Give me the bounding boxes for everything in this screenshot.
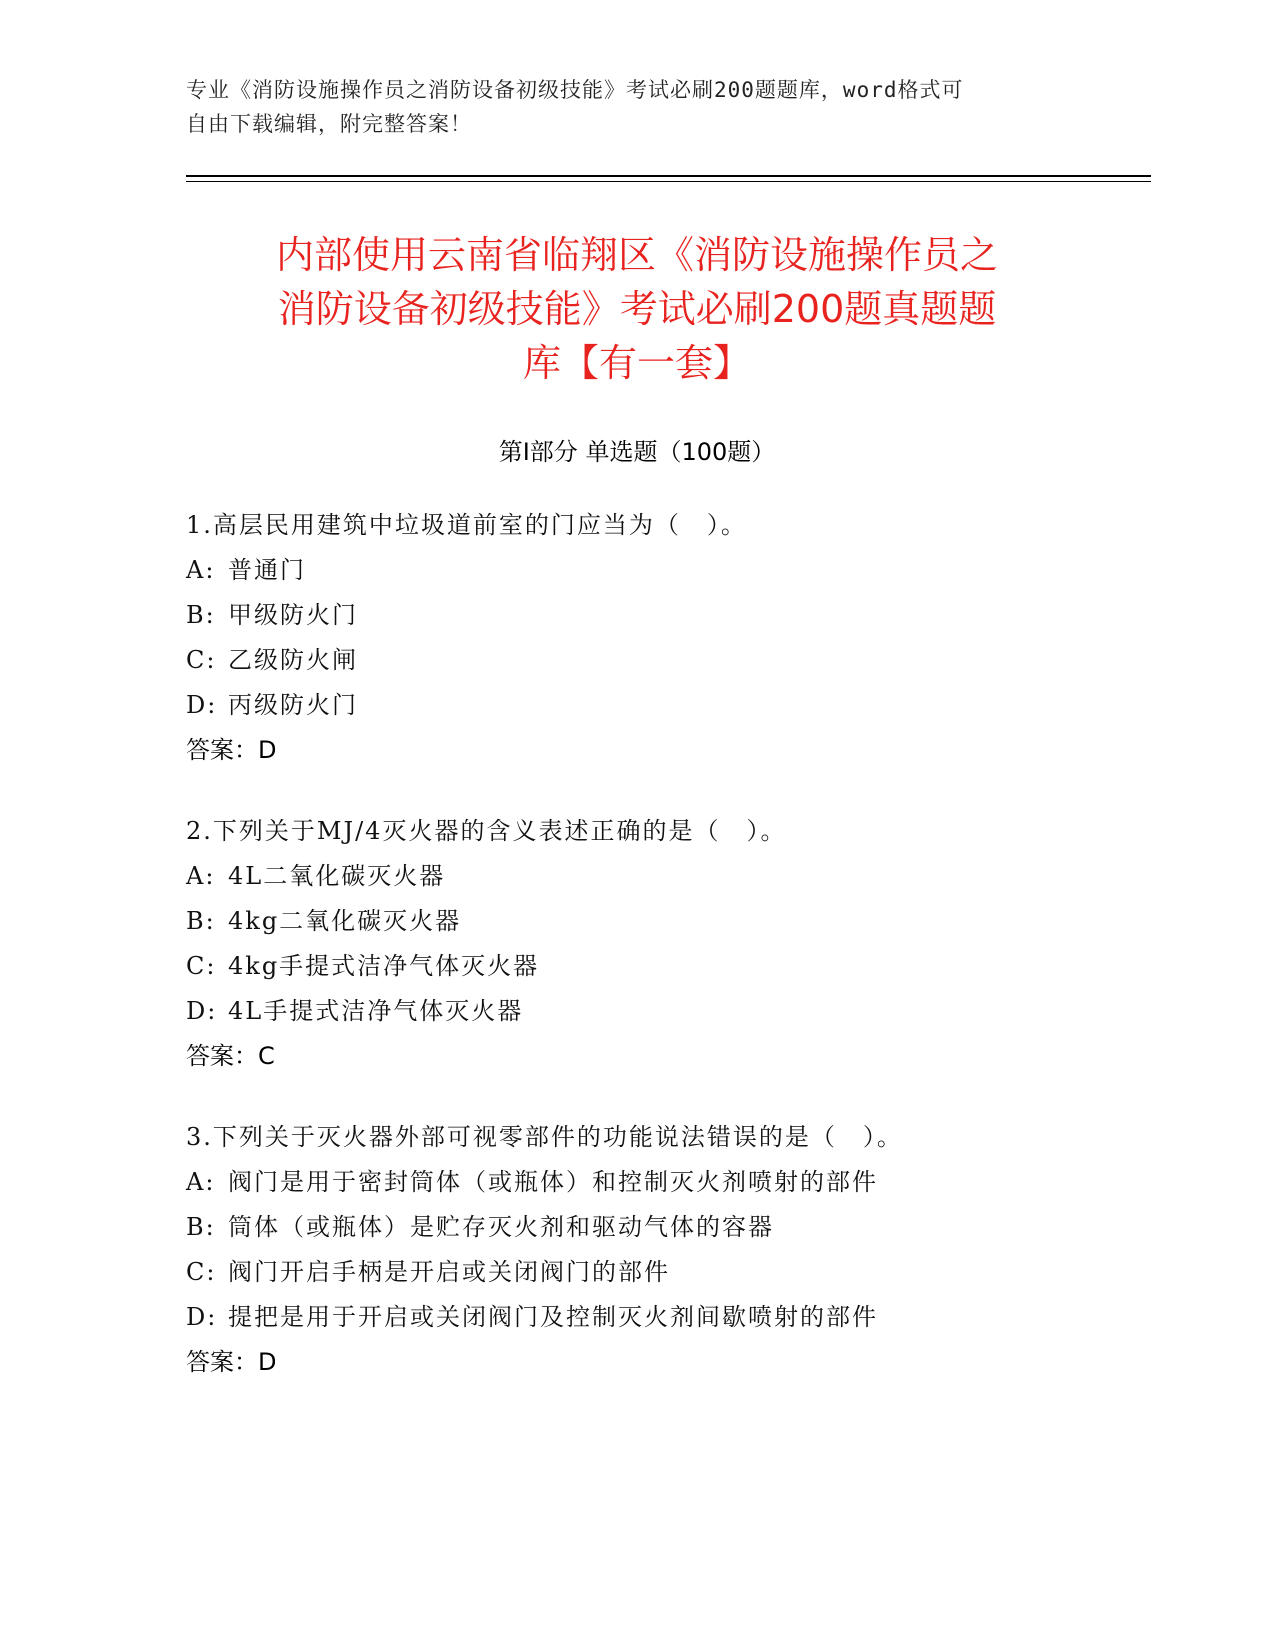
- option-letter: A:: [186, 862, 216, 890]
- option-text: 4L二氧化碳灭火器: [228, 862, 446, 890]
- question-3: [186, 1115, 1086, 1385]
- option-letter: B:: [186, 1213, 216, 1241]
- option-letter: B:: [186, 907, 216, 935]
- answer: 答案：D: [186, 1348, 277, 1376]
- header-divider: [186, 175, 1151, 177]
- option-d: [186, 683, 1086, 728]
- option-letter: C:: [186, 952, 217, 980]
- title-line: 内部使用云南省临翔区《消防设施操作员之: [275, 233, 998, 277]
- title-line: 库【有一套】: [522, 341, 751, 385]
- option-a: [186, 1160, 1086, 1205]
- header-divider-thin: [186, 181, 1151, 182]
- option-text: 阀门开启手柄是开启或关闭阀门的部件: [228, 1258, 670, 1286]
- option-d: [186, 989, 1086, 1034]
- option-letter: B:: [186, 601, 216, 629]
- section-heading: 第Ⅰ部分 单选题（100题）: [498, 438, 776, 466]
- question-stem: 2.下列关于MJ/4灭火器的含义表述正确的是（ ）。: [186, 817, 787, 845]
- option-text: 丙级防火门: [228, 691, 358, 719]
- question-stem: 1.高层民用建筑中垃圾道前室的门应当为（ ）。: [186, 511, 747, 539]
- option-a: [186, 548, 1086, 593]
- header-note: [186, 73, 1066, 141]
- option-text: 阀门是用于密封筒体（或瓶体）和控制灭火剂喷射的部件: [228, 1168, 878, 1196]
- option-text: 普通门: [228, 556, 306, 584]
- option-c: [186, 638, 1086, 683]
- question-stem: 3.下列关于灭火器外部可视零部件的功能说法错误的是（ ）。: [186, 1123, 903, 1151]
- option-b: [186, 1205, 1086, 1250]
- question-2: [186, 809, 1086, 1079]
- option-letter: D:: [186, 691, 218, 719]
- option-text: 4kg手提式洁净气体灭火器: [228, 952, 540, 980]
- option-c: [186, 944, 1086, 989]
- option-text: 4kg二氧化碳灭火器: [228, 907, 462, 935]
- option-text: 乙级防火闸: [228, 646, 358, 674]
- option-letter: A:: [186, 1168, 216, 1196]
- option-text: 筒体（或瓶体）是贮存灭火剂和驱动气体的容器: [228, 1213, 774, 1241]
- header-note-line: 自由下载编辑，附完整答案！: [186, 112, 472, 136]
- title-line: 消防设备初级技能》考试必刷200题真题题: [277, 287, 997, 331]
- option-letter: A:: [186, 556, 216, 584]
- option-text: 4L手提式洁净气体灭火器: [228, 997, 524, 1025]
- option-text: 甲级防火门: [228, 601, 358, 629]
- header-note-line: 专业《消防设施操作员之消防设备初级技能》考试必刷200题题库，word格式可: [186, 78, 964, 102]
- option-letter: D:: [186, 1303, 218, 1331]
- answer: 答案：D: [186, 736, 277, 764]
- option-d: [186, 1295, 1086, 1340]
- question-1: [186, 503, 1086, 773]
- option-letter: C:: [186, 646, 217, 674]
- option-a: [186, 854, 1086, 899]
- document-title: [186, 228, 1088, 390]
- option-letter: C:: [186, 1258, 217, 1286]
- option-b: [186, 899, 1086, 944]
- option-c: [186, 1250, 1086, 1295]
- option-b: [186, 593, 1086, 638]
- answer: 答案：C: [186, 1042, 275, 1070]
- option-letter: D:: [186, 997, 218, 1025]
- option-text: 提把是用于开启或关闭阀门及控制灭火剂间歇喷射的部件: [228, 1303, 878, 1331]
